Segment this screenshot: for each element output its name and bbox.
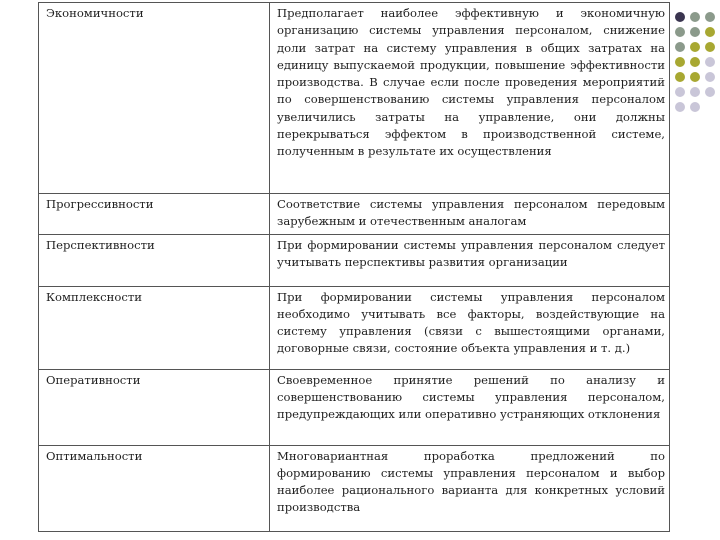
decorative-dot bbox=[705, 72, 715, 82]
table-row bbox=[39, 194, 670, 235]
decorative-dot bbox=[690, 102, 700, 112]
principle-description: Соответствие системы управления персоналом передовым зарубежным и отечественным аналогам bbox=[270, 194, 670, 235]
decorative-dot bbox=[690, 57, 700, 67]
principle-name: Прогрессивности bbox=[39, 194, 270, 235]
decorative-dot bbox=[690, 27, 700, 37]
principle-name: Комплексности bbox=[39, 286, 270, 369]
decorative-dot bbox=[705, 27, 715, 37]
principle-name: Экономичности bbox=[39, 3, 270, 194]
table-row bbox=[39, 369, 670, 445]
decorative-dot bbox=[690, 12, 700, 22]
decorative-dot bbox=[705, 57, 715, 67]
table-row bbox=[39, 3, 670, 194]
principle-name: Оперативности bbox=[39, 369, 270, 445]
decorative-dot bbox=[675, 57, 685, 67]
decorative-dot bbox=[690, 72, 700, 82]
principle-description: При формировании системы управления персоналом необходимо учитывать все факторы, воздействующие на систему управления (связи с вышестоящими органами, договорные связи, состояние объекта управления и т. д.) bbox=[270, 286, 670, 369]
principles-table bbox=[38, 2, 670, 532]
decorative-dot bbox=[675, 102, 685, 112]
principle-name: Оптимальности bbox=[39, 445, 270, 531]
decorative-dot bbox=[675, 42, 685, 52]
table-row bbox=[39, 286, 670, 369]
decorative-dot bbox=[675, 87, 685, 97]
decorative-dot bbox=[675, 12, 685, 22]
table-row bbox=[39, 445, 670, 531]
decorative-dot bbox=[705, 87, 715, 97]
principle-description: Предполагает наиболее эффективную и экономичную организацию системы управления персоналом, снижение доли затрат на систему управления в общих затратах на единицу выпускаемой продукции, повышение эффективности производства. В случае если после проведения мероприятий по совершенствованию системы управления персоналом увеличились затраты на управление, они должны перекрываться эффектом в производственной системе, полученным в результате их осуществления bbox=[270, 3, 670, 194]
principle-description: Многовариантная проработка предложений по формированию системы управления персоналом и выбор наиболее рационального варианта для конкретных условий производства bbox=[270, 445, 670, 531]
table-row bbox=[39, 234, 670, 286]
decorative-dot bbox=[690, 42, 700, 52]
principle-description: Своевременное принятие решений по анализу и совершенствованию системы управления персоналом, предупреждающих или оперативно устраняющих отклонения bbox=[270, 369, 670, 445]
principle-description: При формировании системы управления персоналом следует учитывать перспективы развития организации bbox=[270, 234, 670, 286]
decorative-dot bbox=[675, 27, 685, 37]
decorative-dot bbox=[675, 72, 685, 82]
principle-name: Перспективности bbox=[39, 234, 270, 286]
decorative-dot bbox=[705, 12, 715, 22]
decorative-dot bbox=[690, 87, 700, 97]
decorative-dot bbox=[705, 42, 715, 52]
